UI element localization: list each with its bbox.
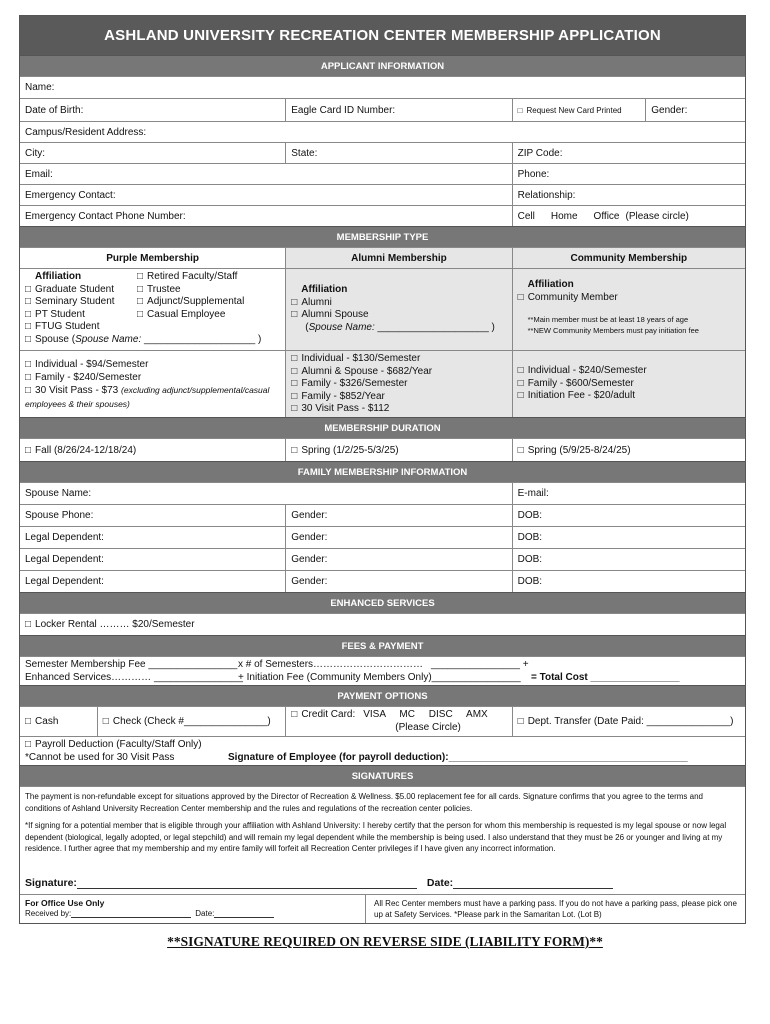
section-payment: PAYMENT OPTIONS xyxy=(20,685,745,706)
spouse-email-field[interactable]: E-mail: xyxy=(512,483,745,504)
dependent-3-gender[interactable]: Gender: xyxy=(285,571,511,592)
locker-rental-checkbox[interactable]: □ Locker Rental ……… $20/Semester xyxy=(25,619,195,630)
purple-visit-pass-checkbox[interactable]: □ 30 Visit Pass - $73 (excluding adjunct/supplemental/casual employees & their spouses) xyxy=(25,384,280,411)
email-field[interactable]: Email: xyxy=(25,168,53,180)
section-fees: FEES & PAYMENT xyxy=(20,635,745,656)
ftug-student-checkbox[interactable]: □ FTUG Student xyxy=(25,321,137,334)
alumni-affiliation-label: Affiliation xyxy=(301,284,348,295)
alumni-affiliation xyxy=(285,269,511,350)
alumni-prices xyxy=(285,351,511,417)
purple-header: Purple Membership xyxy=(106,252,200,264)
alumni-spouse-checkbox[interactable]: □ Alumni Spouse xyxy=(291,309,368,322)
graduate-student-checkbox[interactable]: □ Graduate Student xyxy=(25,284,137,297)
purple-left-col xyxy=(25,271,137,334)
emergency-phone-field[interactable]: Emergency Contact Phone Number: xyxy=(25,210,186,222)
summer-checkbox[interactable]: □ Spring (5/9/25-8/24/25) xyxy=(518,445,631,456)
community-header: Community Membership xyxy=(512,248,745,268)
payroll-checkbox[interactable]: □ Payroll Deduction (Faculty/Staff Only) xyxy=(25,739,202,752)
card-types[interactable]: VISA MC DISC AMX xyxy=(363,709,488,720)
casual-employee-checkbox[interactable]: □ Casual Employee xyxy=(137,309,244,322)
purple-right-col xyxy=(137,271,244,334)
cash-checkbox[interactable]: □ Cash xyxy=(25,716,58,727)
dependent-2-gender[interactable]: Gender: xyxy=(285,549,511,570)
adjunct-checkbox[interactable]: □ Adjunct/Supplemental xyxy=(137,296,244,309)
spouse-phone-field[interactable]: Spouse Phone: xyxy=(25,510,94,521)
office-date-line[interactable] xyxy=(214,908,274,918)
signature-row xyxy=(20,872,745,894)
spouse-gender-field[interactable]: Gender: xyxy=(285,505,511,526)
community-family-checkbox[interactable]: □ Family - $600/Semester xyxy=(518,378,634,391)
alumni-spouse-year-checkbox[interactable]: □ Alumni & Spouse - $682/Year xyxy=(291,366,432,379)
office-date-label: Date: xyxy=(195,909,215,918)
purple-affiliation-label: Affiliation xyxy=(35,271,82,282)
dependent-3-field[interactable]: Legal Dependent: xyxy=(25,576,104,587)
relationship-field[interactable]: Relationship: xyxy=(512,185,745,205)
address-field[interactable]: Campus/Resident Address: xyxy=(25,126,147,138)
payroll-note: *Cannot be used for 30 Visit Pass xyxy=(25,751,175,763)
purple-family-checkbox[interactable]: □ Family - $240/Semester xyxy=(25,372,141,385)
community-member-checkbox[interactable]: □ Community Member xyxy=(518,292,618,305)
spring-checkbox[interactable]: □ Spring (1/2/25-5/3/25) xyxy=(291,445,398,456)
subtotal-line[interactable]: ________________ + xyxy=(431,659,529,670)
dependent-2-field[interactable]: Legal Dependent: xyxy=(25,554,104,565)
purple-spouse-checkbox[interactable]: □ Spouse (Spouse Name: ____________________ ) xyxy=(25,334,261,347)
community-prices xyxy=(512,351,745,417)
state-field[interactable]: State: xyxy=(285,143,511,163)
name-field[interactable]: Name: xyxy=(25,82,55,93)
total-cost-line[interactable]: = Total Cost ________________ xyxy=(531,671,680,683)
enhanced-services-line[interactable]: Enhanced Services………… ________________ xyxy=(25,671,243,683)
office-use-box xyxy=(20,895,365,923)
initiation-fee-line[interactable]: + Initiation Fee (Community Members Only)________________ xyxy=(238,671,521,683)
payroll-signature-line[interactable]: Signature of Employee (for payroll deduction):___________________________________________ xyxy=(228,751,688,763)
eagle-card-field[interactable]: Eagle Card ID Number: xyxy=(285,99,511,121)
gender-field[interactable]: Gender: xyxy=(645,99,745,121)
alumni-checkbox[interactable]: □ Alumni xyxy=(291,297,332,310)
payroll-section xyxy=(20,737,745,765)
phone-field[interactable]: Phone: xyxy=(512,164,745,184)
spouse-name-field[interactable]: Spouse Name: xyxy=(25,488,92,499)
dependent-1-gender[interactable]: Gender: xyxy=(285,527,511,548)
date-label: Date: xyxy=(426,877,454,889)
dependent-1-field[interactable]: Legal Dependent: xyxy=(25,532,104,543)
received-by-label: Received by: xyxy=(25,909,72,918)
purple-individual-checkbox[interactable]: □ Individual - $94/Semester xyxy=(25,359,148,372)
credit-card-option[interactable]: □ Credit Card: VISA MC DISC AMX (Please Circle) xyxy=(285,707,511,736)
fee-calculation xyxy=(20,657,745,685)
dept-transfer-checkbox[interactable]: □ Dept. Transfer (Date Paid: _______________) xyxy=(518,716,734,727)
semester-fee-line[interactable]: Semester Membership Fee ________________ xyxy=(25,659,238,670)
initiation-fee-checkbox[interactable]: □ Initiation Fee - $20/adult xyxy=(518,390,635,403)
alumni-spouse-name[interactable]: (Spouse Name: ____________________ ) xyxy=(305,321,495,333)
dependent-1-dob[interactable]: DOB: xyxy=(512,527,745,548)
dependent-2-dob[interactable]: DOB: xyxy=(512,549,745,570)
phone-type-choice[interactable] xyxy=(512,206,745,226)
alumni-family-year-checkbox[interactable]: □ Family - $852/Year xyxy=(291,391,385,404)
purple-affiliation xyxy=(20,269,285,350)
date-line[interactable] xyxy=(453,877,613,889)
section-signatures: SIGNATURES xyxy=(20,765,745,786)
alumni-visit-pass-checkbox[interactable]: □ 30 Visit Pass - $112 xyxy=(291,403,389,416)
check-checkbox[interactable]: □ Check (Check #_______________) xyxy=(103,716,271,727)
pt-student-checkbox[interactable]: □ PT Student xyxy=(25,309,137,322)
cell-option[interactable]: Cell xyxy=(517,210,535,222)
alumni-header: Alumni Membership xyxy=(285,248,511,268)
form-title: ASHLAND UNIVERSITY RECREATION CENTER MEMBERSHIP APPLICATION xyxy=(20,16,745,55)
retired-faculty-checkbox[interactable]: □ Retired Faculty/Staff xyxy=(137,271,244,284)
alumni-family-semester-checkbox[interactable]: □ Family - $326/Semester xyxy=(291,378,407,391)
office-use-label: For Office Use Only xyxy=(25,898,105,908)
section-membership-type: MEMBERSHIP TYPE xyxy=(20,226,745,247)
community-individual-checkbox[interactable]: □ Individual - $240/Semester xyxy=(518,365,647,378)
visit-pass-note: (excluding adjunct/supplemental/casual employees & their spouses) xyxy=(25,385,270,409)
office-option[interactable]: Office xyxy=(593,210,620,222)
card-circle-note: (Please Circle) xyxy=(395,721,461,733)
signature-label: Signature: xyxy=(25,877,77,889)
emergency-contact-field[interactable]: Emergency Contact: xyxy=(25,189,116,201)
terms-paragraph: The payment is non-refundable except for situations approved by the Director of Recreation & Wellness. $5.00 replacement fee for all cards. Signature confirms that you agree to the terms and conditions of Ashland University Recreation Center membership and the rules and regulations of the recreation center policies. xyxy=(20,786,745,818)
community-affiliation xyxy=(512,269,745,350)
city-field[interactable]: City: xyxy=(25,147,45,159)
home-option[interactable]: Home xyxy=(550,210,578,222)
section-enhanced: ENHANCED SERVICES xyxy=(20,592,745,613)
dob-field[interactable]: Date of Birth: xyxy=(25,104,84,116)
zip-field[interactable]: ZIP Code: xyxy=(512,143,745,163)
certification-paragraph: *If signing for a potential member that is eligible through your affiliation with Ashland University: I hereby certify that the person for whom this membership is requested is my legal spouse or now legal dependent (biological, legally adopted, or legal stepchild) and will remain my legal dependent while the membership is being used. I also understand that they must be 26 or younger and living at my residence. I further agree that my membership and my entire family will forfeit all Recreation Center privileges if I have given any incorrect information. xyxy=(25,821,727,853)
signature-line[interactable] xyxy=(77,877,417,889)
section-duration: MEMBERSHIP DURATION xyxy=(20,417,745,438)
request-card-checkbox[interactable]: □ Request New Card Printed xyxy=(512,99,646,121)
community-note-initiation: **NEW Community Members must pay initiation fee xyxy=(527,326,699,335)
received-by-line[interactable] xyxy=(71,908,191,918)
membership-application-form xyxy=(19,15,746,924)
seminary-student-checkbox[interactable]: □ Seminary Student xyxy=(25,296,137,309)
liability-reminder: **SIGNATURE REQUIRED ON REVERSE SIDE (LIABILITY FORM)** xyxy=(167,934,603,949)
fall-checkbox[interactable]: □ Fall (8/26/24-12/18/24) xyxy=(25,445,136,456)
community-note-age: **Main member must be at least 18 years of age xyxy=(527,315,689,324)
purple-prices xyxy=(20,351,285,417)
community-affiliation-label: Affiliation xyxy=(527,279,574,290)
trustee-checkbox[interactable]: □ Trustee xyxy=(137,284,244,297)
circle-note: (Please circle) xyxy=(625,210,689,222)
alumni-individual-checkbox[interactable]: □ Individual - $130/Semester xyxy=(291,353,420,366)
section-family: FAMILY MEMBERSHIP INFORMATION xyxy=(20,461,745,482)
spouse-dob-field[interactable]: DOB: xyxy=(512,505,745,526)
dependent-3-dob[interactable]: DOB: xyxy=(512,571,745,592)
section-applicant: APPLICANT INFORMATION xyxy=(20,55,745,76)
parking-note: All Rec Center members must have a parking pass. If you do not have a parking pass, please pick one up at Safety Services. *Please park in the Samaritan Lot. (Lot B) xyxy=(365,895,745,923)
semesters-count-line[interactable]: x # of Semesters…………………………… xyxy=(238,659,424,670)
